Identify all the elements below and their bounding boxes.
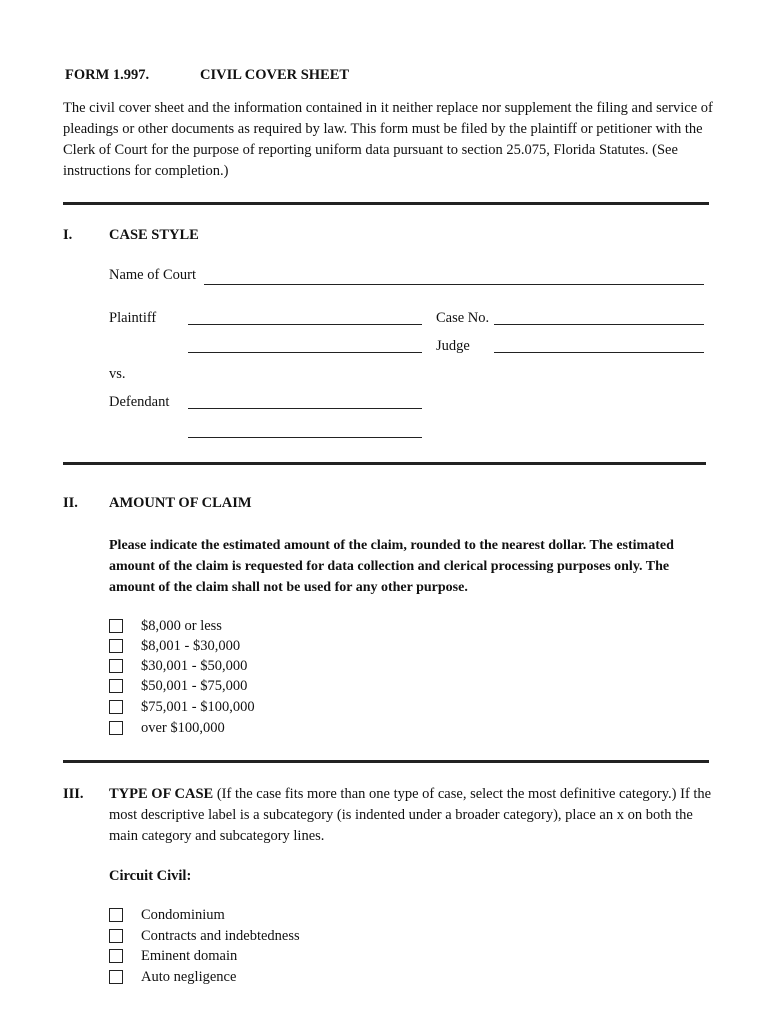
case-type-label: Auto negligence [141, 968, 237, 985]
case-type-option-row[interactable] [109, 946, 237, 966]
type-of-case-intro [109, 784, 714, 847]
judge-label: Judge [436, 338, 470, 354]
claim-option-row[interactable] [109, 616, 222, 636]
case-no-label: Case No. [436, 310, 490, 326]
case-no-field[interactable] [494, 324, 704, 325]
claim-option-label: $30,001 - $50,000 [141, 657, 248, 674]
case-type-option-row[interactable] [109, 905, 225, 925]
type-of-case-instructions: If the most descriptive label is a subcategory (is indented under a broader category), place an x on both the main category and subcategory lines. [109, 786, 712, 844]
section-divider [63, 202, 709, 205]
case-type-option-row[interactable] [109, 926, 300, 946]
claim-option-label: $75,001 - $100,000 [141, 698, 255, 715]
checkbox[interactable] [109, 619, 123, 633]
claim-option-row[interactable] [109, 636, 240, 656]
case-type-label: Condominium [141, 906, 225, 923]
claim-option-row[interactable] [109, 656, 247, 676]
vs-label: vs. [109, 366, 126, 382]
plaintiff-field-1[interactable] [188, 324, 422, 325]
section-divider [63, 760, 709, 763]
intro-paragraph: The civil cover sheet and the information contained in it neither replace nor supplement the filing and service of pleadings or other documents as required by law. This form must be filed by the plaintiff or petitioner with the Clerk of Court for the purpose of reporting uniform data pursuant to section 25.075, Florida Statutes. (See instructions for completion.) [63, 100, 713, 179]
claim-option-label: over $100,000 [141, 719, 225, 736]
checkbox[interactable] [109, 970, 123, 984]
form-title: CIVIL COVER SHEET [200, 67, 350, 83]
section-3-title-note: (If the case fits more than one type of case, select the most definitive category.) [213, 786, 677, 802]
section-divider [63, 462, 706, 465]
section-1-numeral: I. [63, 227, 73, 243]
checkbox[interactable] [109, 929, 123, 943]
defendant-field-1[interactable] [188, 408, 422, 409]
circuit-civil-heading: Circuit Civil: [109, 868, 192, 884]
form-number: FORM 1.997. [65, 67, 150, 83]
claim-option-label: $8,000 or less [141, 617, 222, 634]
checkbox[interactable] [109, 908, 123, 922]
case-type-label: Eminent domain [141, 947, 238, 964]
case-type-option-row[interactable] [109, 967, 236, 987]
checkbox[interactable] [109, 659, 123, 673]
checkbox[interactable] [109, 949, 123, 963]
checkbox[interactable] [109, 700, 123, 714]
claim-option-row[interactable] [109, 676, 247, 696]
case-type-label: Contracts and indebtedness [141, 927, 300, 944]
checkbox[interactable] [109, 639, 123, 653]
name-of-court-label: Name of Court [109, 267, 196, 283]
claim-option-label: $8,001 - $30,000 [141, 637, 241, 654]
plaintiff-label: Plaintiff [109, 310, 157, 326]
judge-field[interactable] [494, 352, 704, 353]
claim-option-label: $50,001 - $75,000 [141, 677, 248, 694]
section-2-numeral: II. [63, 495, 78, 511]
name-of-court-field[interactable] [204, 284, 704, 285]
section-3-title: TYPE OF CASE [109, 786, 214, 802]
claim-instructions: Please indicate the estimated amount of the claim, rounded to the nearest dollar. The estimated amount of the claim is requested for data collection and clerical processing purposes only. The amount of the claim shall not be used for any other purpose. [109, 538, 674, 595]
claim-option-row[interactable] [109, 718, 225, 738]
section-1-title: CASE STYLE [109, 227, 199, 243]
checkbox[interactable] [109, 721, 123, 735]
checkbox[interactable] [109, 679, 123, 693]
claim-option-row[interactable] [109, 697, 255, 717]
section-3-numeral: III. [63, 786, 84, 802]
defendant-label: Defendant [109, 394, 170, 410]
section-2-title: AMOUNT OF CLAIM [109, 495, 252, 511]
plaintiff-field-2[interactable] [188, 352, 422, 353]
defendant-field-2[interactable] [188, 437, 422, 438]
